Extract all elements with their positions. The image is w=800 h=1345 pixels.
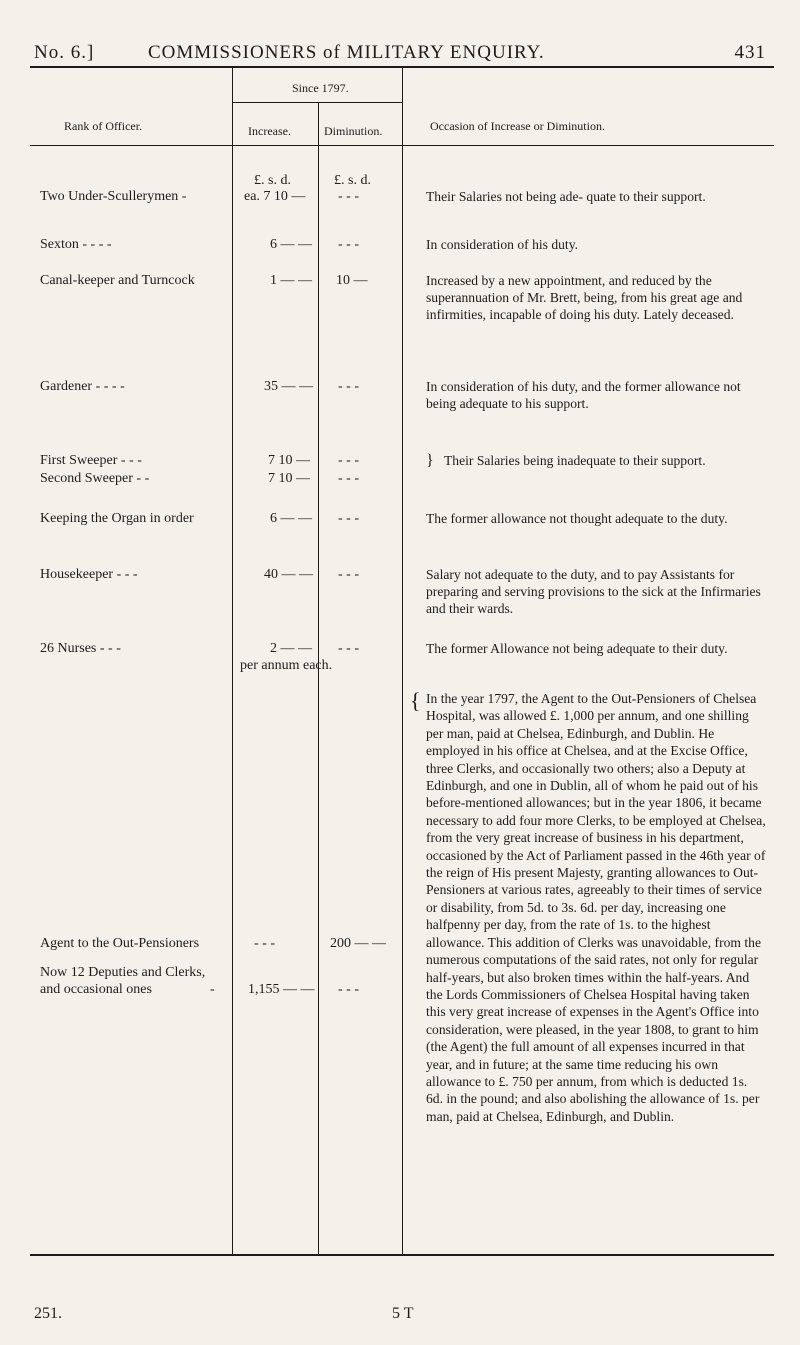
page-section-label: No. 6.] bbox=[34, 42, 95, 63]
occasion-cell: The former allowance not thought adequate to the duty. bbox=[426, 511, 728, 526]
rank-cell: Gardener - - - - bbox=[40, 379, 125, 394]
header-rank: Rank of Officer. bbox=[64, 119, 143, 133]
rank-cell: Canal-keeper and Turncock bbox=[40, 273, 195, 288]
occasion-cell: Their Salaries not being ade- quate to their support. bbox=[426, 189, 706, 204]
diminution-cell: 10 — bbox=[336, 273, 368, 288]
increase-cell: 1 — — bbox=[270, 273, 312, 288]
increase-cell: 7 10 — bbox=[268, 453, 310, 468]
currency-increase: £. s. d. bbox=[254, 173, 291, 188]
agent-occasion-paragraph: In the year 1797, the Agent to the Out-Pensioners of Chelsea Hospital, was allowed £. 1,000 per annum, and one shilling per man, paid at Chelsea, Edinburgh, and Dublin. He employed in his office at Chelsea, and at the Excise Office, three Clerks, and occasionally two others; also a Deputy at Edinburgh, and one in Dublin, all of whom he paid out of his before-mentioned allowances; but in the year 1806, it became necessary to add four more Clerks, to be employed at Chelsea, from the very great increase of business in his department, occasioned by the Act of Parliament passed in the 46th year of the reign of His present Majesty, granting allowances to Out-Pensioners at various rates, agreeably to their times of service or disability, from 5d. to 3s. 6d. per day, increasing one halfpenny per day, from the rate of 1s. to the highest allowance. This addition of Clerks was unavoidable, from the numerous computations of the said rates, not only for regular half-years, but also broken times within the half-years. And the Lords Commissioners of Chelsea Hospital having taken this very great increase of expenses in the Agent's Office into consideration, were pleased, in the year 1808, to grant to him (the Agent) the full amount of all expenses incurred in that year, and in future; at the same time reducing his own allowance to £. 750 per annum, from which is deducted 1s. 6d. in the pound; and also abolishing the allowance of 1s. per man, paid at Chelsea, Edinburgh, and Dublin. bbox=[426, 691, 766, 1124]
column-divider-increase bbox=[318, 102, 319, 1254]
diminution-cell: - - - bbox=[338, 567, 359, 582]
header-since: Since 1797. bbox=[292, 81, 349, 95]
occasion-cell: The former Allowance not being adequate to their duty. bbox=[426, 641, 728, 656]
rank-cell: Two Under-Scullerymen - bbox=[40, 189, 187, 204]
rank-dash: - bbox=[210, 982, 215, 997]
rank-cell: Now 12 Deputies and Clerks, bbox=[40, 965, 206, 980]
increase-cell: - - - bbox=[254, 936, 275, 951]
diminution-cell: - - - bbox=[338, 453, 359, 468]
page-number: 431 bbox=[734, 42, 766, 63]
rank-cell: First Sweeper - - - bbox=[40, 453, 142, 468]
rank-cell: Agent to the Out-Pensioners bbox=[40, 936, 200, 951]
since-header-underline bbox=[232, 102, 402, 103]
column-divider-rank bbox=[232, 68, 233, 1254]
header-diminution: Diminution. bbox=[324, 124, 383, 138]
occasion-cell: Increased by a new appointment, and reduced by the superannuation of Mr. Brett, being, from his great age and infirmities, incapable of doing his duty. Lately deceased. bbox=[426, 273, 743, 323]
increase-cell: 6 — — bbox=[270, 237, 312, 252]
occasion-cell: In consideration of his duty, and the former allowance not being adequate to his support. bbox=[426, 379, 741, 412]
occasion-cell: In consideration of his duty. bbox=[426, 237, 579, 252]
diminution-cell: - - - bbox=[338, 189, 359, 204]
occasion-cell: Salary not adequate to the duty, and to pay Assistants for preparing and serving provisions to the sick at the Infirmaries and their wards. bbox=[426, 567, 761, 617]
rank-cell: 26 Nurses - - - bbox=[40, 641, 121, 656]
agent-brace: { bbox=[410, 688, 421, 713]
signature-mark: 251. bbox=[34, 1305, 62, 1322]
diminution-cell: - - - bbox=[338, 641, 359, 656]
diminution-cell: - - - bbox=[338, 379, 359, 394]
running-title: COMMISSIONERS of MILITARY ENQUIRY. bbox=[148, 42, 545, 63]
increase-note: per annum each. bbox=[240, 658, 333, 673]
diminution-cell: 200 — — bbox=[330, 936, 386, 951]
currency-diminution: £. s. d. bbox=[334, 173, 371, 188]
rank-cell: Second Sweeper - - bbox=[40, 471, 150, 486]
increase-cell: 6 — — bbox=[270, 511, 312, 526]
diminution-cell: - - - bbox=[338, 471, 359, 486]
increase-cell: 35 — — bbox=[264, 379, 313, 394]
rank-cell: Housekeeper - - - bbox=[40, 567, 138, 582]
diminution-cell: - - - bbox=[338, 237, 359, 252]
rank-cell: Keeping the Organ in order bbox=[40, 511, 194, 526]
diminution-cell: - - - bbox=[338, 982, 359, 997]
increase-cell: 7 10 — bbox=[268, 471, 310, 486]
gathering-mark: 5 T bbox=[392, 1305, 414, 1322]
rank-cell: Sexton - - - - bbox=[40, 237, 112, 252]
diminution-cell: - - - bbox=[338, 511, 359, 526]
increase-cell: 40 — — bbox=[264, 567, 313, 582]
increase-cell: 2 — — bbox=[270, 641, 312, 656]
header-occasion: Occasion of Increase or Diminution. bbox=[430, 119, 605, 133]
occasion-cell: Their Salaries being inadequate to their support. bbox=[444, 453, 706, 468]
rank-cell-line2: and occasional ones bbox=[40, 982, 152, 997]
increase-cell: ea. 7 10 — bbox=[244, 189, 306, 204]
column-divider-diminution bbox=[402, 68, 403, 1254]
header-bottom-rule bbox=[30, 145, 774, 146]
header-increase: Increase. bbox=[248, 124, 291, 138]
sweepers-brace: } bbox=[426, 452, 434, 469]
increase-cell: 1,155 — — bbox=[248, 982, 315, 997]
table-bottom-rule bbox=[30, 1254, 774, 1256]
